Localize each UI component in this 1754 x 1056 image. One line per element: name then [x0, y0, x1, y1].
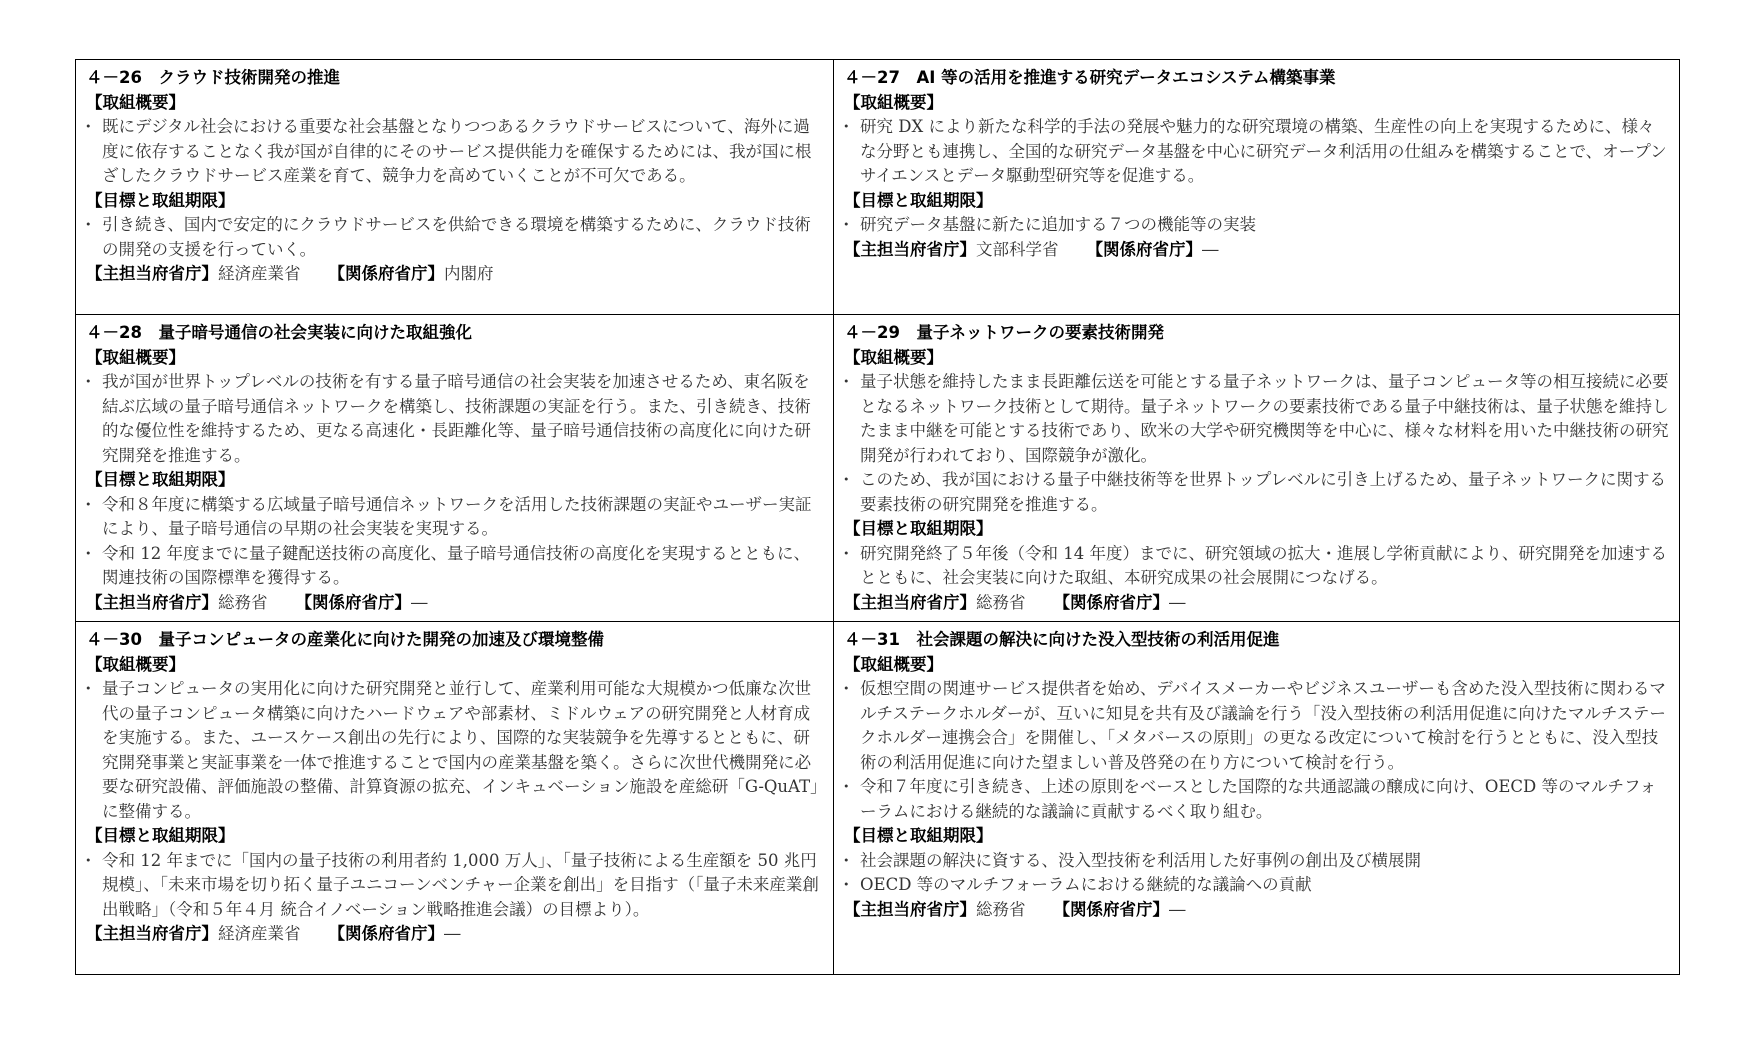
lead-ministry: 経済産業省	[218, 264, 301, 283]
lead-label: 【主担当府省庁】	[844, 592, 976, 612]
overview-heading: 【取組概要】	[86, 92, 185, 112]
related-label: 【関係府省庁】	[1053, 592, 1169, 612]
goal-item: ・ 研究開発終了５年後（令和 14 年度）までに、研究領域の拡大・進展し学術貢献により、研究開発を加速するとともに、社会実装に向けた取組、本研究成果の社会展開につなげる。	[844, 542, 1669, 591]
overview-heading: 【取組概要】	[844, 347, 943, 367]
lead-ministry: 総務省	[976, 899, 1026, 919]
related-label: 【関係府省庁】	[295, 592, 411, 612]
overview-item: ・ 研究 DX により新たな科学的手法の発展や魅力的な研究環境の構築、生産性の向上を実現するために、様々な分野とも連携し、全国的な研究データ基盤を中心に研究データ利活用の仕組みを構築することで、オープンサイエンスとデータ駆動型研究等を促進する。	[844, 115, 1669, 189]
lead-ministry: 総務省	[218, 592, 268, 612]
goal-item: ・ 令和 12 年までに「国内の量子技術の利用者約 1,000 万人」、「量子技術による生産額を 50 兆円規模」、「未来市場を切り拓く量子ユニコーンベンチャー企業を創出」を目指す（「量子未来産業創出戦略」（令和５年４月 統合イノベーション戦略推進会議）の目標より）。	[86, 849, 823, 923]
lead-ministry: 総務省	[976, 592, 1026, 612]
goals-heading: 【目標と取組期限】	[86, 470, 235, 489]
goal-item: ・ 社会課題の解決に資する、没入型技術を利活用した好事例の創出及び横展開	[844, 849, 1669, 874]
lead-label: 【主担当府省庁】	[86, 924, 218, 943]
lead-ministry: 経済産業省	[218, 924, 301, 943]
measure-cell	[834, 60, 1680, 315]
related-label: 【関係府省庁】	[328, 924, 444, 943]
ministries-line	[844, 591, 1669, 616]
table-row	[76, 60, 1680, 315]
measure-cell	[76, 60, 834, 315]
measure-title: ４－31 社会課題の解決に向けた没入型技術の利活用促進	[844, 630, 1280, 649]
measure-cell	[834, 315, 1680, 622]
related-ministry: ―	[1169, 592, 1186, 612]
lead-label: 【主担当府省庁】	[86, 264, 218, 283]
measure-title: ４－27 AI 等の活用を推進する研究データエコシステム構築事業	[844, 68, 1336, 87]
measure-cell	[76, 315, 834, 622]
overview-item: ・ 令和７年度に引き続き、上述の原則をベースとした国際的な共通認識の醸成に向け、OECD 等のマルチフォーラムにおける継続的な議論に貢献するべく取り組む。	[844, 775, 1669, 824]
goal-item: ・ 令和 12 年度までに量子鍵配送技術の高度化、量子暗号通信技術の高度化を実現するとともに、関連技術の国際標準を獲得する。	[86, 542, 823, 591]
measure-cell	[76, 622, 834, 975]
overview-heading: 【取組概要】	[86, 347, 185, 367]
related-label: 【関係府省庁】	[1053, 899, 1169, 919]
lead-label: 【主担当府省庁】	[844, 899, 976, 919]
ministries-line	[844, 238, 1669, 263]
measure-title: ４－30 量子コンピュータの産業化に向けた開発の加速及び環境整備	[86, 630, 604, 649]
measure-title: ４－26 クラウド技術開発の推進	[86, 68, 340, 87]
overview-heading: 【取組概要】	[844, 654, 943, 674]
related-label: 【関係府省庁】	[1086, 239, 1202, 259]
overview-item: ・ 既にデジタル社会における重要な社会基盤となりつつあるクラウドサービスについて、海外に過度に依存することなく我が国が自律的にそのサービス提供能力を確保するためには、我が国に根ざしたクラウドサービス産業を育て、競争力を高めていくことが不可欠である。	[86, 115, 823, 189]
related-label: 【関係府省庁】	[328, 264, 444, 283]
overview-heading: 【取組概要】	[844, 92, 943, 112]
goal-item: ・ 引き続き、国内で安定的にクラウドサービスを供給できる環境を構築するために、クラウド技術の開発の支援を行っていく。	[86, 213, 823, 262]
related-ministry: ―	[411, 592, 428, 612]
ministries-line	[86, 922, 823, 947]
overview-item: ・ 量子コンピュータの実用化に向けた研究開発と並行して、産業利用可能な大規模かつ低廉な次世代の量子コンピュータ構築に向けたハードウェアや部素材、ミドルウェアの研究開発と人材育成を実施する。また、ユースケース創出の先行により、国際的な実装競争を先導するとともに、研究開発事業と実証事業を一体で推進することで国内の産業基盤を築く。さらに次世代機開発に必要な研究設備、評価施設の整備、計算資源の拡充、インキュベーション施設を産総研「G-QuAT」に整備する。	[86, 677, 823, 824]
overview-heading: 【取組概要】	[86, 654, 185, 674]
measures-table	[75, 59, 1680, 975]
related-ministry: ―	[444, 924, 461, 943]
related-ministry: ―	[1202, 239, 1219, 259]
goal-item: ・ 令和８年度に構築する広域量子暗号通信ネットワークを活用した技術課題の実証やユーザー実証により、量子暗号通信の早期の社会実装を実現する。	[86, 493, 823, 542]
goals-heading: 【目標と取組期限】	[844, 190, 993, 210]
table-row	[76, 622, 1680, 975]
measure-title: ４－28 量子暗号通信の社会実装に向けた取組強化	[86, 323, 472, 342]
ministries-line	[86, 262, 823, 287]
measure-title: ４－29 量子ネットワークの要素技術開発	[844, 323, 1164, 342]
related-ministry: 内閣府	[444, 264, 494, 283]
overview-item: ・ 仮想空間の関連サービス提供者を始め、デバイスメーカーやビジネスユーザーも含めた没入型技術に関わるマルチステークホルダーが、互いに知見を共有及び議論を行う「没入型技術の利活用促進に向けたマルチステークホルダー連携会合」を開催し、「メタバースの原則」の更なる改定について検討を行うとともに、没入型技術の利活用促進に向けた望ましい普及啓発の在り方について検討を行う。	[844, 677, 1669, 775]
related-ministry: ―	[1169, 899, 1186, 919]
overview-item: ・ このため、我が国における量子中継技術等を世界トップレベルに引き上げるため、量子ネットワークに関する要素技術の研究開発を推進する。	[844, 468, 1669, 517]
goal-item: ・ OECD 等のマルチフォーラムにおける継続的な議論への貢献	[844, 873, 1669, 898]
ministries-line	[844, 898, 1669, 923]
goals-heading: 【目標と取組期限】	[86, 826, 235, 845]
measure-cell	[834, 622, 1680, 975]
lead-ministry: 文部科学省	[976, 239, 1059, 259]
table-row	[76, 315, 1680, 622]
goal-item: ・ 研究データ基盤に新たに追加する７つの機能等の実装	[844, 213, 1669, 238]
goals-heading: 【目標と取組期限】	[86, 190, 235, 210]
goals-heading: 【目標と取組期限】	[844, 826, 993, 845]
ministries-line	[86, 591, 823, 616]
goals-heading: 【目標と取組期限】	[844, 519, 993, 538]
lead-label: 【主担当府省庁】	[844, 239, 976, 259]
lead-label: 【主担当府省庁】	[86, 592, 218, 612]
overview-item: ・ 我が国が世界トップレベルの技術を有する量子暗号通信の社会実装を加速させるため、東名阪を結ぶ広域の量子暗号通信ネットワークを構築し、技術課題の実証を行う。また、引き続き、技術的な優位性を維持するため、更なる高速化・長距離化等、量子暗号通信技術の高度化に向けた研究開発を推進する。	[86, 370, 823, 468]
overview-item: ・ 量子状態を維持したまま長距離伝送を可能とする量子ネットワークは、量子コンピュータ等の相互接続に必要となるネットワーク技術として期待。量子ネットワークの要素技術である量子中継技術は、量子状態を維持したまま中継を可能とする技術であり、欧米の大学や研究機関等を中心に、様々な材料を用いた中継技術の研究開発が行われており、国際競争が激化。	[844, 370, 1669, 468]
